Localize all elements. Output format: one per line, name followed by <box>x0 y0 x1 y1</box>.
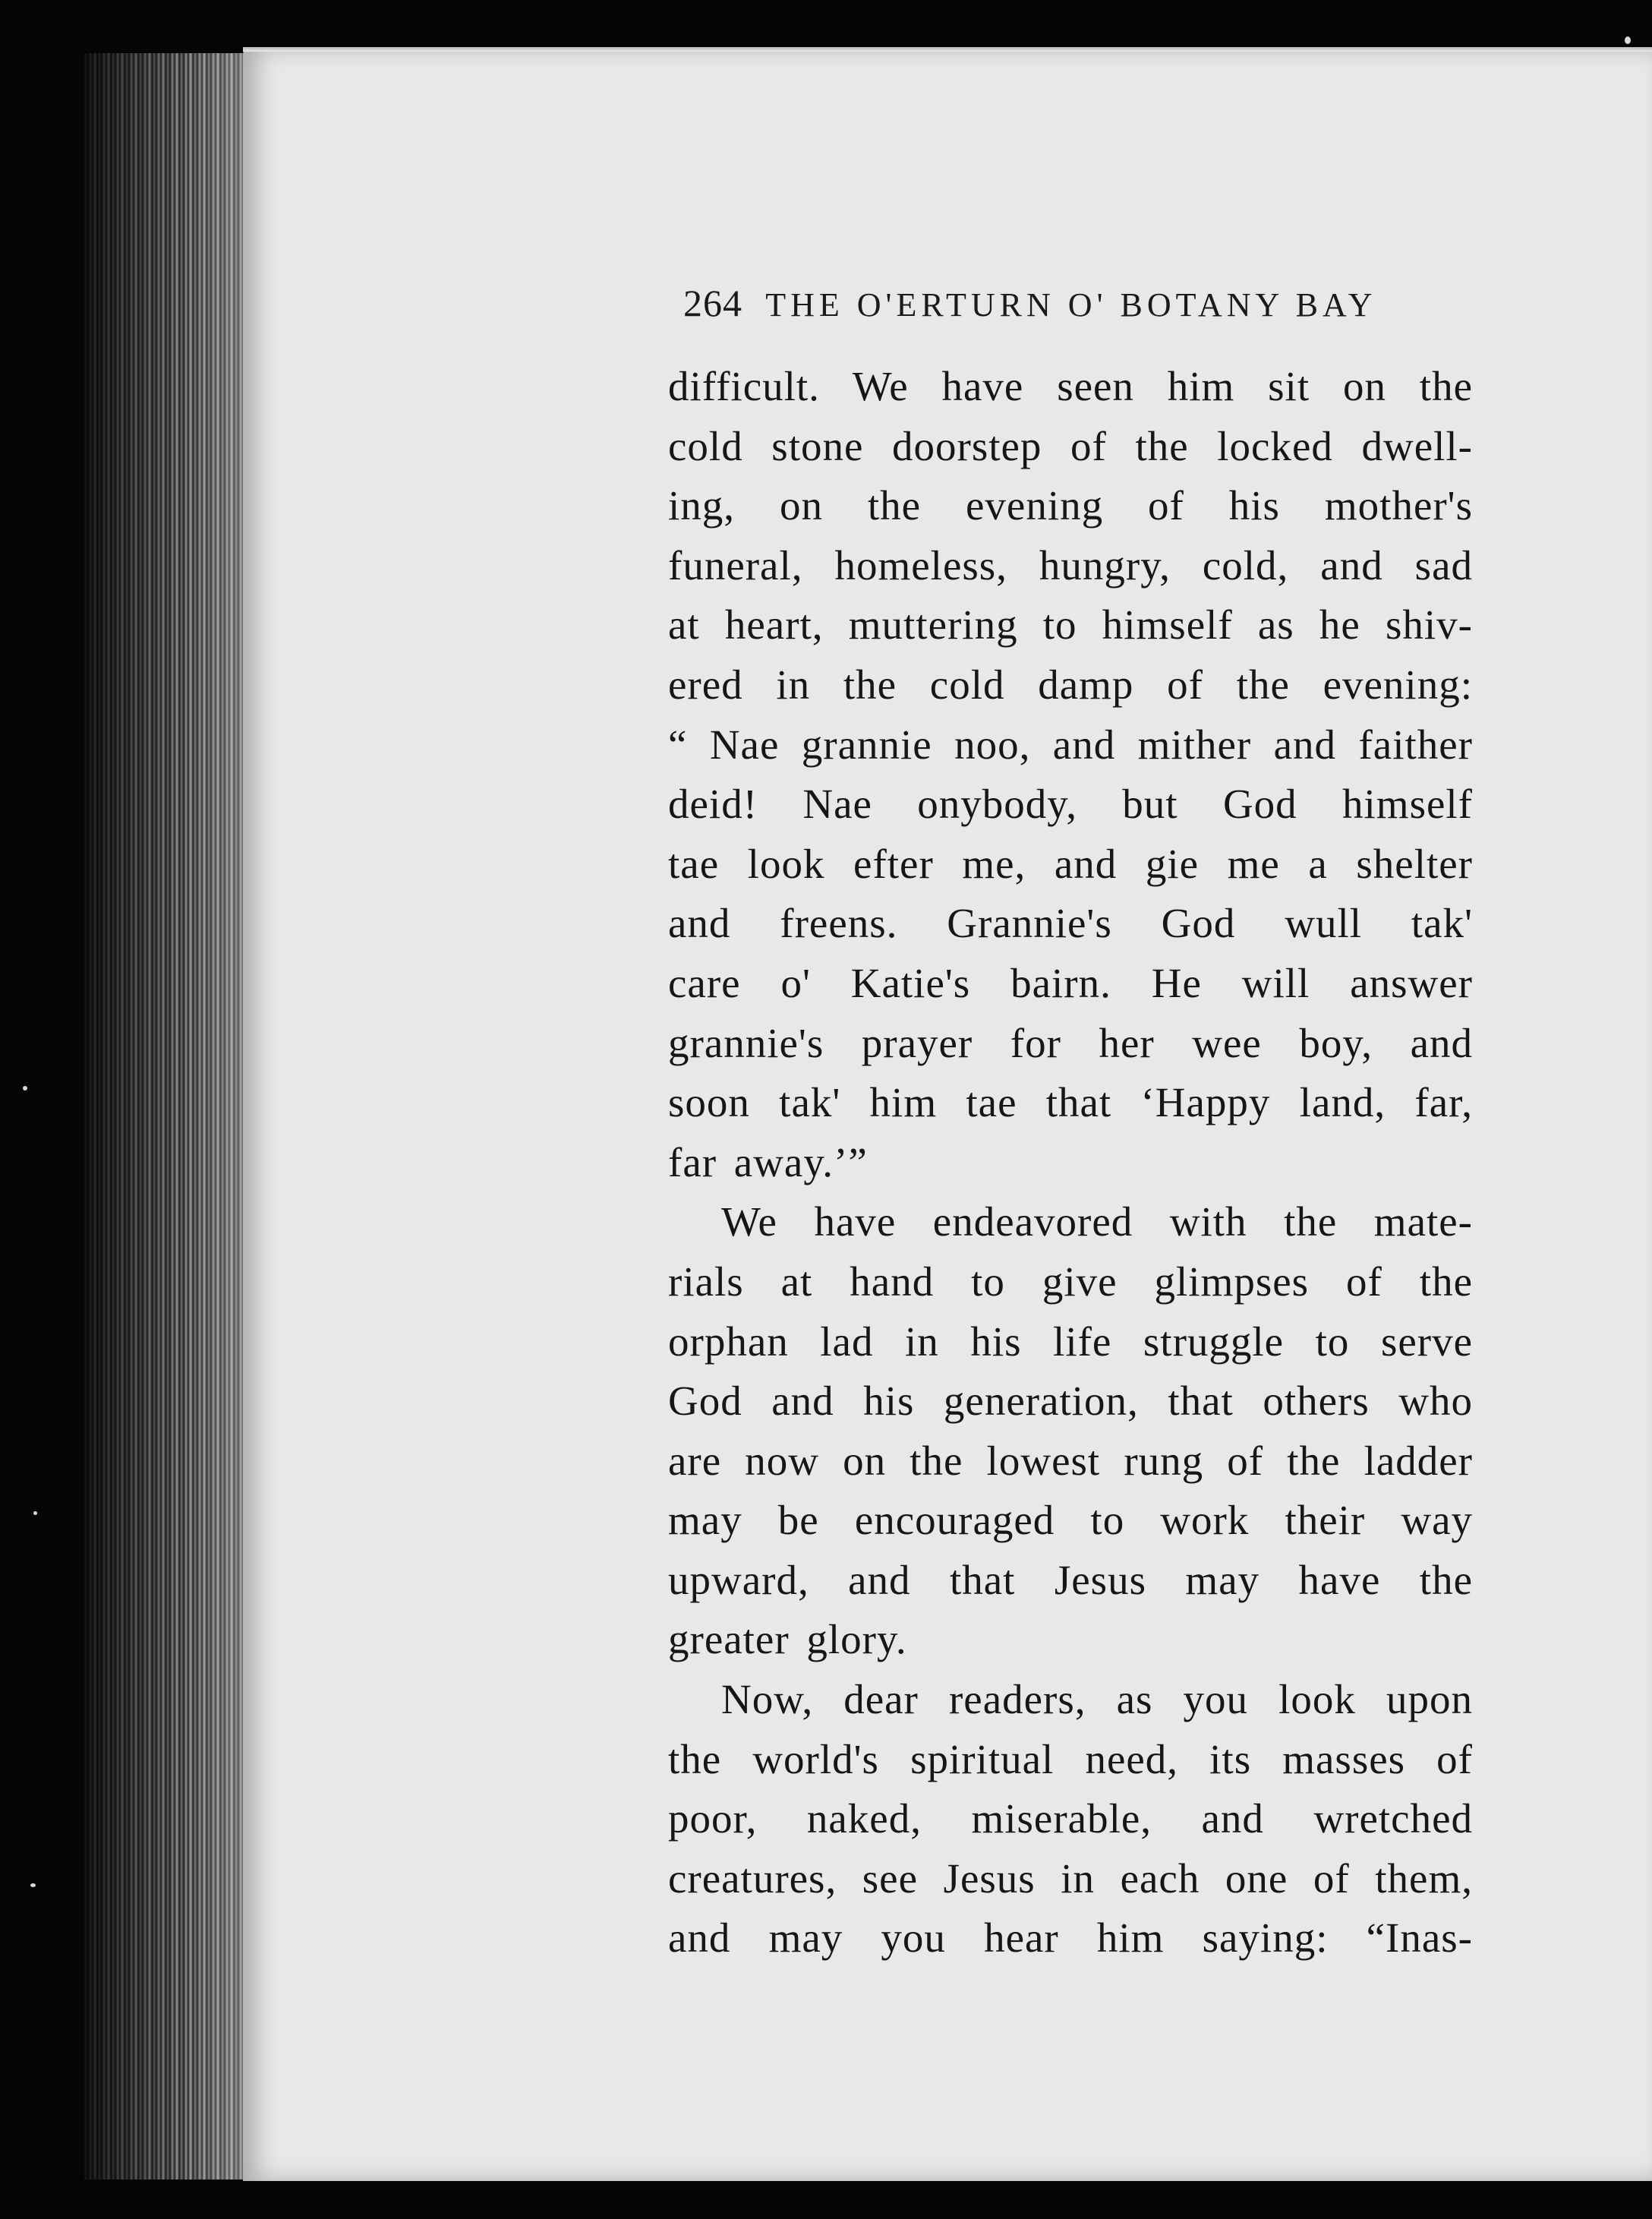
text-line: greater glory. <box>668 1616 907 1663</box>
text-line: “ Nae grannie noo, and mither and faither <box>668 721 1473 768</box>
page-number: 264 <box>683 282 742 324</box>
text-line: tae look efter me, and gie me a shelter <box>668 840 1473 887</box>
text-line: ered in the cold damp of the evening: <box>668 661 1473 708</box>
text-line: soon tak' him tae that ‘Happy land, far, <box>668 1079 1473 1126</box>
text-line: deid! Nae onybody, but God himself <box>668 781 1473 828</box>
text-line: ing, on the evening of his mother's <box>668 482 1473 529</box>
scan-speck <box>33 1511 37 1515</box>
book-page-edges <box>84 53 258 2180</box>
text-line: cold stone doorstep of the locked dwell- <box>668 422 1473 469</box>
text-line: care o' Katie's bairn. He will answer <box>668 959 1473 1006</box>
body-text <box>668 357 1473 1968</box>
text-line: orphan lad in his life struggle to serve <box>668 1318 1473 1365</box>
text-line: We have endeavored with the mate- <box>721 1198 1473 1245</box>
running-head-title: THE O'ERTURN O' BOTANY BAY <box>765 286 1377 324</box>
text-line: difficult. We have seen him sit on the <box>668 363 1473 409</box>
text-line: God and his generation, that others who <box>668 1378 1473 1425</box>
text-line: are now on the lowest rung of the ladder <box>668 1437 1473 1484</box>
text-line: and may you hear him saying: “Inas- <box>668 1914 1473 1962</box>
text-line: creatures, see Jesus in each one of them, <box>668 1854 1473 1902</box>
text-line: Now, dear readers, as you look upon <box>721 1676 1473 1723</box>
text-line: may be encouraged to work their way <box>668 1497 1473 1544</box>
text-line: funeral, homeless, hungry, cold, and sad <box>668 541 1473 589</box>
text-line: grannie's prayer for her wee boy, and <box>668 1019 1473 1066</box>
scan-speck <box>30 1883 36 1887</box>
text-line: rials at hand to give glimpses of the <box>668 1258 1473 1305</box>
scan-speck <box>1625 36 1631 44</box>
text-line: upward, and that Jesus may have the <box>668 1556 1473 1603</box>
running-head <box>683 281 1412 325</box>
text-line: at heart, muttering to himself as he shiv- <box>668 601 1473 649</box>
text-line: and freens. Grannie's God wull tak' <box>668 900 1473 947</box>
text-line: the world's spiritual need, its masses of <box>668 1735 1473 1782</box>
text-line: far away.’” <box>668 1138 868 1185</box>
scan-speck <box>23 1086 27 1091</box>
text-line: poor, naked, miserable, and wretched <box>668 1795 1473 1842</box>
